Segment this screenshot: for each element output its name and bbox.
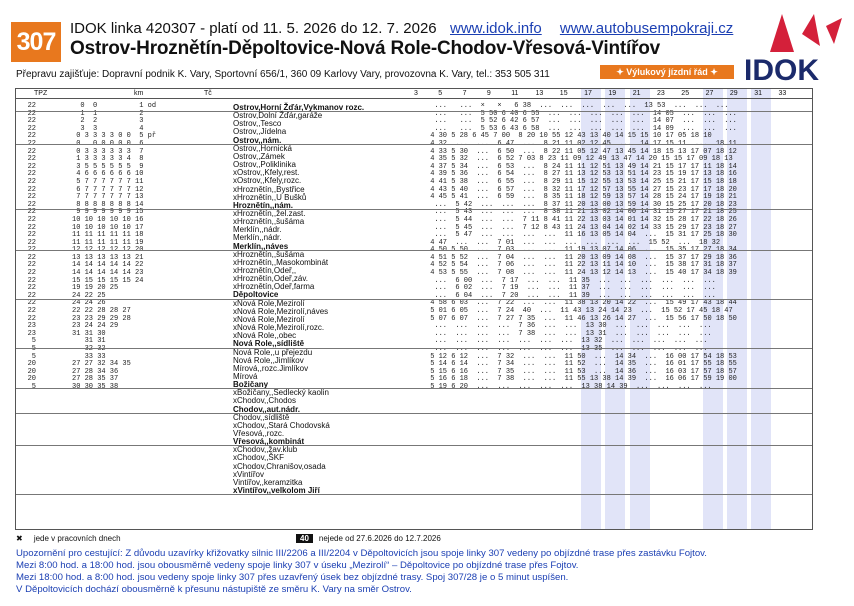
stop-name: Vřesová,,kombinát [233,437,305,447]
trip-number: 13 [535,90,544,97]
timetable [15,88,813,530]
stop-name: Ostrov,Dolní Žďár,garáže [233,111,323,121]
trip-number: 27 [705,90,714,97]
header-links [450,20,747,37]
stop-name: xNová Role,Mezirolí [233,314,305,324]
stop-name: Vintířov,,keramzitka [233,477,303,487]
notice-line: Mezi 8:00 hod. a 18:00 hod. jsou obousměrně vedeny spoje linky 307 v úseku „Mezirolí“ – Děpoltovice po objízdné trase přes Fojtov. [16,560,579,571]
section-divider [16,388,812,389]
detour-notice [16,548,846,596]
stop-name: xHroznětín,,šušáma [233,249,305,259]
section-divider [16,209,812,210]
departure-times: ... ... × × 6 38 ... ... ... ... ... 13 53 ... ... ... ... ... 5 50 6 40 6 55 ... ... ... ... ... 14 05 ... ... ... ... ... 5 52 6 42 6 57 ... ... ... ... ... 14 07 ... ... ... ... ... 5 53 6 43 6 58 ... ... ... ... ... 14 09 ... ... ... 4 30 5 28 6 45 7 00 8 20 10 55 12 43 13 40 14 15 15 10 17 05 18 10 4 32 ... ... 6 47 ... 8 21 11 02 12 45 ... 14 17 15 11 ... 18 11 4 33 5 30 ... 6 50 ... 8 22 11 05 12 47 13 45 14 18 15 13 17 07 18 12 4 35 5 32 ... 6 52 7 03 8 23 11 09 12 49 13 47 14 20 15 15 17 09 18 13 4 37 5 34 ... 6 53 ... 8 24 11 11 12 51 13 49 14 21 15 17 17 11 18 14 4 39 5 36 ... 6 54 ... 8 27 11 13 12 53 13 51 14 23 15 19 17 13 18 16 4 41 5 38 ... 6 55 ... 8 29 11 15 12 55 13 53 14 25 15 21 17 15 18 18 4 43 5 40 ... 6 57 ... 8 32 11 17 12 57 13 55 14 27 15 23 17 17 18 20 4 45 5 41 ... 6 59 ... 8 35 11 18 12 59 13 57 14 28 15 24 17 19 18 21 ... 5 42 ... ... ... 8 37 11 20 13 00 13 59 14 30 15 25 17 20 18 23 ... 5 43 ... ... ... 8 38 11 21 13 02 14 00 14 31 15 27 17 21 18 25 ... 5 44 ... ... 7 11 8 41 11 22 13 03 14 01 14 32 15 28 17 22 18 26 ... 5 45 ... ... 7 12 8 43 11 24 13 04 14 02 14 33 15 29 17 23 18 27 ... 5 47 ... ... ... ... 11 16 13 05 14 04 ... 15 31 17 25 18 30 4 47 ... ... 7 01 ... ... ... ... ... ... 15 52 ... 18 32 4 50 5 50 ... 7 03 ... ... 11 19 13 07 14 06 ... 15 35 17 27 18 34 4 51 5 52 ... 7 04 ... ... 11 20 13 09 14 08 ... 15 37 17 29 18 36 4 52 5 54 ... 7 06 ... ... 11 22 13 11 14 10 ... 15 38 17 31 18 37 4 53 5 55 ... 7 08 ... ... 11 24 13 12 14 13 ... 15 40 17 34 18 39 ... 6 00 ... 7 17 ... ... 11 35 ... ... ... ... ... ... ... 6 02 ... 7 19 ... ... 11 37 ... ... ... ... ... ... ... 6 04 ... 7 20 ... ... 11 39 ... ... ... ... ... ... 4 58 6 03 ... 7 22 ... ... 11 38 13 20 14 22 ... 15 49 17 43 18 44 5 01 6 05 ... 7 24 40 ... 11 43 13 24 14 23 ... 15 52 17 45 18 47 5 07 6 07 ... 7 27 7 35 ... 11 46 13 26 14 27 ... 15 56 17 50 18 50 ... ... ... ... 7 36 ... ... 13 30 ... ... ... ... ... ... ... ... ... 7 38 ... ... 13 31 ... ... ... ... ... ... ... ... ... ... ... ... 13 32 ... ... ... ... ... ... ... ... ... ... ... ... 13 35 ... ... ... ... ... 5 12 6 12 ... 7 32 ... ... 11 50 ... 14 34 ... 16 00 17 54 18 53 5 14 6 14 ... 7 34 ... ... 11 52 ... 14 35 ... 16 01 17 55 18 55 5 15 6 16 ... 7 35 ... ... 11 53 ... 14 36 ... 16 03 17 57 18 57 5 16 6 18 ... 7 38 ... ... 11 55 13 38 14 39 ... 16 06 17 59 19 00 5 19 6 20 ... ... ... ... ... 13 38 14 39 ... ... ... ... [430,102,737,391]
stop-name: xHroznětín,,Bystřice [233,184,305,194]
stop-name: xNová Role,Mezirolí,rozc. [233,323,325,333]
trip-number: 25 [681,90,690,97]
stop-name: Nová Role,,sídliště [233,339,305,349]
carrier-info: Přepravu zajišťuje: Dopravní podnik K. Vary, Sportovní 656/1, 360 09 Karlovy Vary, provozovna K. Vary, tel.: 353 505 311 [16,69,550,80]
line-number-badge: 307 [11,22,61,62]
stop-name: xOstrov,,Kfely,rozc. [233,176,302,186]
stop-name: xOstrov,,Kfely,rest. [233,168,300,178]
stop-name: Ostrov,,Hornická [233,143,292,153]
special-timetable-label: ✦ Výlukový jízdní řád ✦ [600,65,734,79]
section-divider [16,413,812,414]
trip-number: 7 [462,90,467,97]
stop-name: xVintířov [233,469,264,479]
trip-number: 15 [559,90,568,97]
stop-name: xChodov,Chranišov,osada [233,461,326,471]
trip-number: 33 [778,90,787,97]
trip-number: 31 [754,90,762,97]
stop-name: xNová Role,Mezirolí,náves [233,306,329,316]
route-title: Ostrov-Hroznětín-Děpoltovice-Nová Role-Chodov-Vřesová-Vintířov [70,38,661,59]
stop-name: Ostrov,,Tesco [233,119,282,129]
idok-link[interactable]: www.idok.info [450,20,542,37]
stop-name: xBožičany,,Sedlecký kaolin [233,388,329,398]
section-divider [16,299,812,300]
stop-name: Mírová,,rozc.Jimlíkov [233,363,309,373]
trip-number: 9 [486,90,491,97]
km-header: km [134,90,144,97]
stop-name: xHroznětín,,žel.zast. [233,208,306,218]
tpz-header: TPZ [34,90,48,97]
stop-name: xHroznětín,Odeř,farma [233,282,315,292]
idok-logo-icon [742,14,847,84]
section-divider [16,348,812,349]
stop-name: xChodov,,žav.klub [233,445,298,455]
stop-name: xHroznětín,,Masokombinát [233,257,329,267]
stop-name: Mírová [233,371,258,381]
stop-name: Božičany [233,380,269,390]
stop-name: Merklín,,nádr. [233,233,282,243]
stop-name: Vřesová,,rozc. [233,429,285,438]
stop-name: xChodov,,ŠKF [233,453,284,463]
validity-text: IDOK linka 420307 - platí od 11. 5. 2026 do 12. 7. 2026 [70,20,437,37]
stop-name: xVintířov,,velkolom Jiří [233,486,320,496]
stop-name: Hroznětín,,nám. [233,200,294,210]
section-divider [16,445,812,446]
stop-name: Merklín,,nádr. [233,225,282,235]
stop-name: Ostrov,Horní Žďár,Vykmanov rozc. [233,103,365,112]
notice-line: Upozornění pro cestující: Z důvodu uzavírky křižovatky silnic III/2206 a III/2204 v Děpoltovicích jsou spoje linky 307 vedeny po objízdné trase přes zastávku Fojtov. [16,548,707,559]
stop-name: xHroznětín,,šušáma [233,217,305,227]
trip-number: 5 [438,90,443,97]
trip-number: 23 [657,90,665,97]
stop-name: xHroznětín,Odeř,záv. [233,274,308,284]
stop-name: Nová Role,,Jimlíkov [233,355,304,365]
trip-number: 11 [511,90,519,97]
stop-name: Ostrov,,Zámek [233,151,285,161]
stop-name: Ostrov,,nám. [233,135,282,145]
notice-line: V Děpoltovicích dochází obousměrně k přesunu nástupiště ze směru K. Vary na směr Ostrov. [16,584,412,595]
stop-name: Ostrov,,Poliklinika [233,160,296,170]
section-divider [16,494,812,495]
trip-number: 19 [608,90,617,97]
tc-header: Tč [204,90,212,97]
section-divider [16,111,812,112]
timetable-header [16,89,812,99]
stop-name: xChodov,,Chodos [233,396,296,406]
autobusy-link[interactable]: www.autobusempokraji.cz [559,20,734,37]
stop-name: Ostrov,,Jídelna [233,127,287,137]
trip-number: 17 [584,90,592,97]
stop-name: Nová Role,,u přejezdu [233,347,313,357]
stop-name: xNová Role,Mezirolí [233,298,305,308]
trip-number: 3 [414,90,418,97]
stop-name: Merklín,,náves [233,241,289,251]
km-columns: 0 0 1 od 1 1 2 2 2 3 3 3 4 0 3 3 3 3 0 0 5 př 0 0 0 0 0 0 6 0 3 3 3 3 3 3 7 1 3 3 3 3 3 4 8 3 5 5 5 5 5 5 9 4 6 6 6 6 6 6 10 5 7 7 7 7 7 7 11 6 7 7 7 7 7 7 12 7 7 7 7 7 7 7 13 8 8 8 8 8 8 8 14 9 9 9 9 9 9 9 15 10 10 10 10 10 16 10 10 10 10 10 17 11 11 11 11 11 18 11 11 11 11 11 19 12 12 12 12 12 20 13 13 13 13 13 21 14 14 14 14 14 22 14 14 14 14 14 23 15 15 15 15 15 24 19 19 20 25 24 22 25 24 24 26 22 22 28 28 27 23 23 29 29 28 23 24 24 29 31 31 30 31 31 32 32 33 33 27 27 32 34 35 27 28 34 36 27 28 35 37 30 30 35 38 [72,102,157,391]
trip-number: 29 [729,90,738,97]
section-divider [16,250,812,251]
svg-text:IDOK: IDOK [744,54,819,84]
stop-name: xNová Role,,obec [233,331,297,341]
trip-number: 21 [632,90,641,97]
legend-workdays: ✖ jede v pracovních dnech [16,534,121,543]
stop-name: Chodov,,sídliště [233,412,290,422]
section-divider [16,144,812,145]
stop-name: xHroznětín,,U Bušků [233,192,307,202]
tpz-column: 22 22 22 22 22 22 22 22 22 22 22 22 22 22 22 22 22 22 22 22 22 22 22 22 22 22 22 22 22 23 23 5 5 5 20 20 20 5 [27,102,36,391]
stop-name: Děpoltovice [233,290,279,300]
notice-line: Mezi 18:00 hod. a 8:00 hod. jsou vedeny spoje linky 307 přes uzavřený úsek bez objízdné trasy. Spoj 307/28 je o 5 minut uspíšen. [16,572,569,583]
legend-code40: 40 nejede od 27.6.2026 do 12.7.2026 [296,534,441,543]
stop-name: xHroznětín,Odeř,, [233,266,297,275]
stop-name: xChodov,,Stará Chodovská [233,420,330,430]
stop-name: Chodov,,aut.nádr. [233,404,300,414]
